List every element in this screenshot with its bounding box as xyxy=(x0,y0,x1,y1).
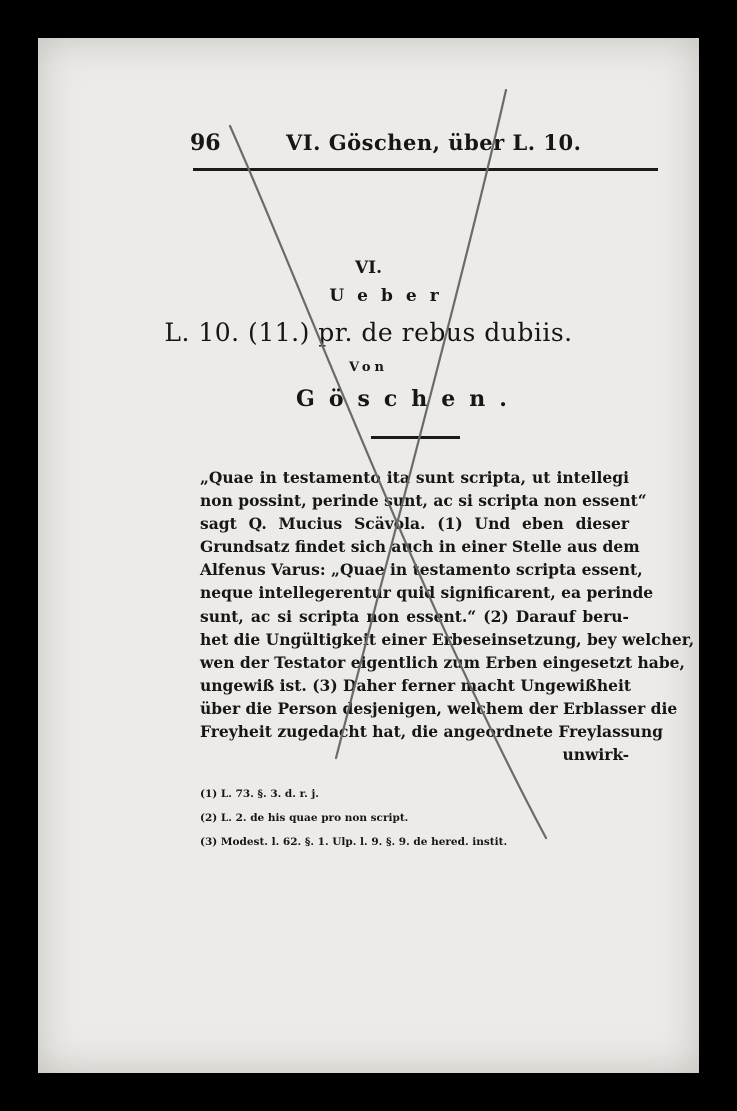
heading-ueber: Ueber xyxy=(329,286,452,306)
footnotes xyxy=(200,782,630,854)
book-page xyxy=(38,38,699,1073)
body-line: het die Ungültigkeit einer Erbeseinsetzung, bey welcher, xyxy=(200,629,695,649)
section-number: VI. xyxy=(354,258,383,278)
title-rule xyxy=(371,436,460,439)
catchword: unwirk- xyxy=(562,745,629,765)
body-line: wen der Testator eigentlich zum Erben eingesetzt habe, xyxy=(200,652,685,672)
page-number: 96 xyxy=(190,130,221,156)
heading-von: Von xyxy=(348,360,388,375)
body-text xyxy=(200,466,695,766)
footnote: (3) Modest. l. 62. §. 1. Ulp. l. 9. §. 9. de hered. instit. xyxy=(200,836,508,848)
body-line: sunt, ac si scripta non essent.“ (2) Darauf beru- xyxy=(200,606,629,626)
body-line: Grundsatz findet sich auch in einer Stelle aus dem xyxy=(200,537,640,557)
header-rule xyxy=(193,168,658,171)
body-line: neque intellegerentur quid significarent, ea perinde xyxy=(200,583,654,603)
article-title: L. 10. (11.) pr. de rebus dubiis. xyxy=(164,318,573,347)
body-line: über die Person desjenigen, welchem der Erblasser die xyxy=(200,698,678,718)
footnote: (2) L. 2. de his quae pro non script. xyxy=(200,812,409,824)
body-line: „Quae in testamento ita sunt scripta, ut intellegi xyxy=(200,468,629,487)
body-line: Alfenus Varus: „Quae in testamento scripta essent, xyxy=(200,560,643,580)
running-head-title: VI. Göschen, über L. 10. xyxy=(286,130,582,155)
body-line: non possint, perinde sunt, ac si scripta non essent“ xyxy=(200,491,647,511)
body-line: sagt Q. Mucius Scävola. (1) Und eben dieser xyxy=(200,514,629,534)
author-name: Göschen. xyxy=(296,386,521,412)
body-line: Freyheit zugedacht hat, die angeordnete Freylassung xyxy=(200,722,663,742)
body-line: ungewiß ist. (3) Daher ferner macht Ungewißheit xyxy=(200,675,632,695)
footnote: (1) L. 73. §. 3. d. r. j. xyxy=(200,788,319,800)
